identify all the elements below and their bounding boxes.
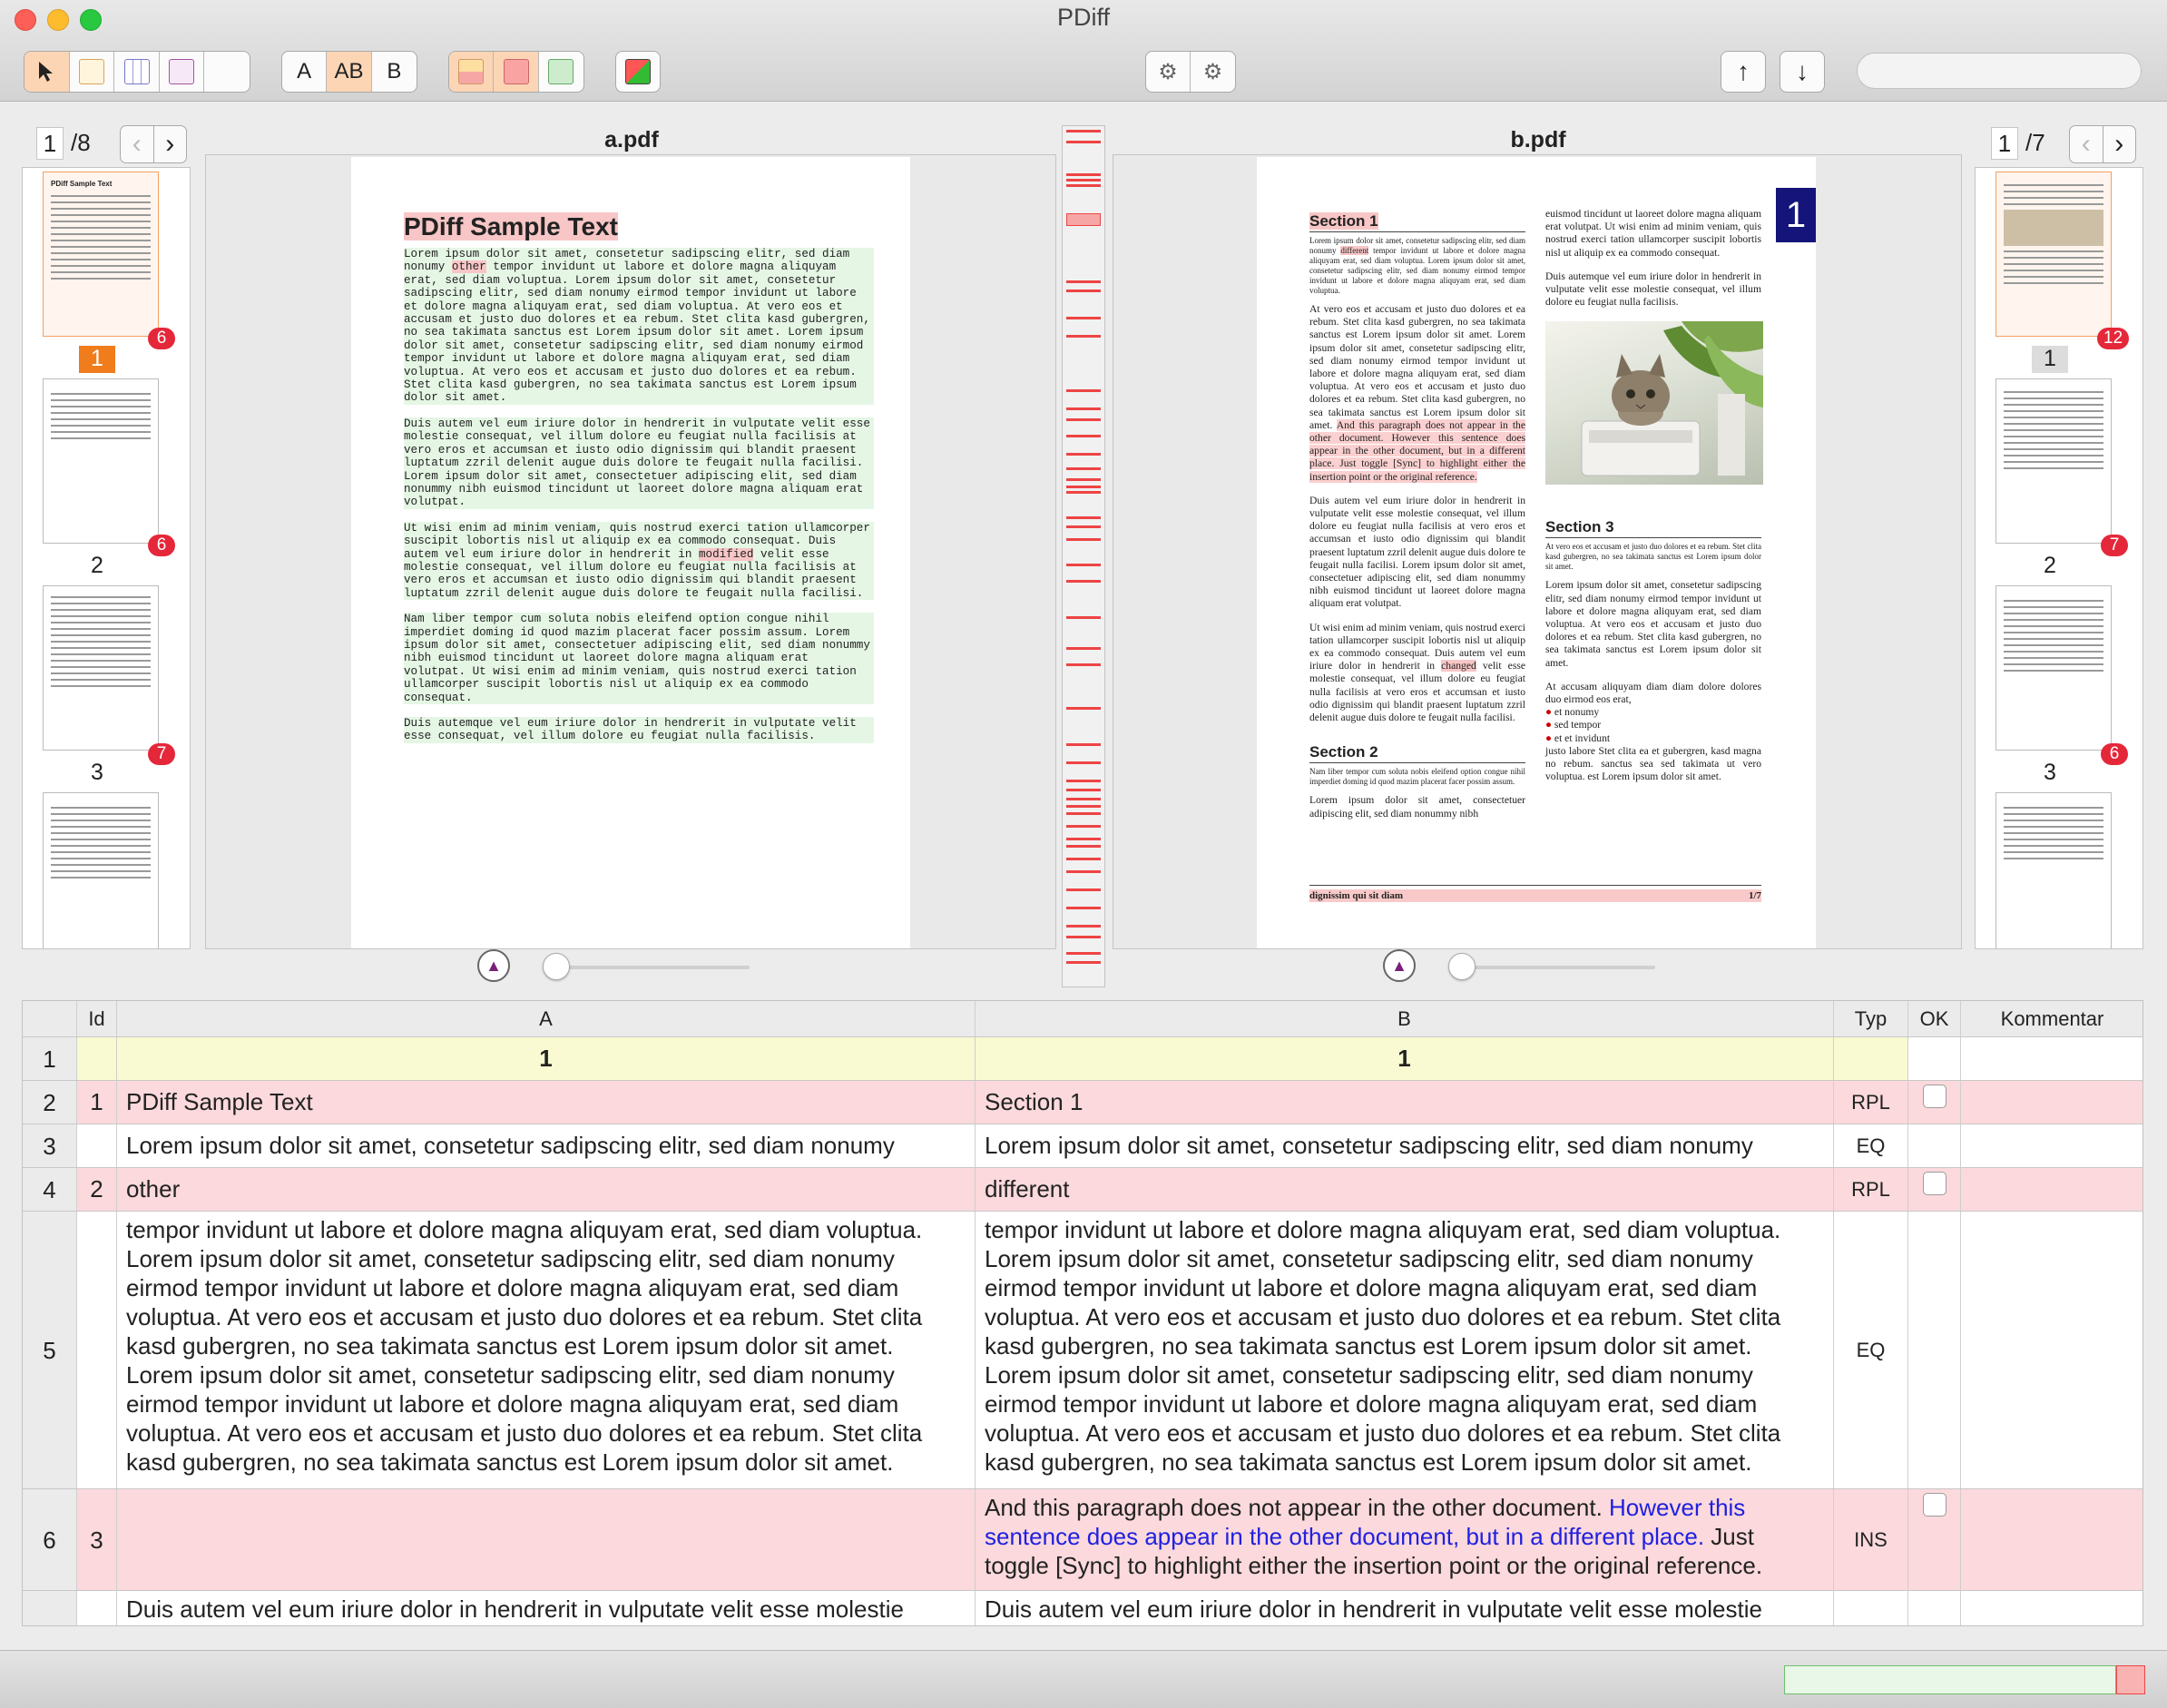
row-number: 4	[23, 1168, 77, 1211]
difference-marker[interactable]	[1066, 743, 1101, 746]
kitten-illustration	[1545, 321, 1763, 485]
cell-comment[interactable]	[1961, 1489, 2143, 1590]
difference-marker[interactable]	[1066, 616, 1101, 619]
cell-typ: EQ	[1834, 1124, 1908, 1167]
cell-a: PDiff Sample Text	[117, 1081, 976, 1124]
difference-marker[interactable]	[1066, 184, 1101, 187]
difference-marker[interactable]	[1066, 907, 1101, 909]
row-number	[23, 1591, 77, 1626]
left-thumb-3-diff-badge: 7	[148, 743, 175, 765]
cell-id: 2	[77, 1168, 117, 1211]
doc-b-col2-p2: Duis autemque vel eum iriure dolor in hendrerit in vulputate velit esse molestie consequat, vel illum dolore eu feugiat nulla facilisis.	[1545, 270, 1761, 309]
cell-a	[117, 1489, 976, 1590]
cell-ok	[1908, 1168, 1961, 1211]
arrow-down-icon: ↓	[1796, 57, 1809, 85]
mode-ab-button[interactable]: AB	[327, 52, 371, 92]
left-thumb-2-diff-badge: 6	[148, 535, 175, 556]
cell-ok	[1908, 1037, 1961, 1080]
difference-marker[interactable]	[1066, 389, 1101, 392]
right-sync-compass-icon[interactable]: ▲	[1383, 949, 1416, 982]
doc-a-paragraph-5: Duis autemque vel eum iriure dolor in hendrerit in vulputate velit esse consequat, vel illum dolore eu feugiat nulla facilisis.	[404, 717, 874, 743]
difference-marker[interactable]	[1066, 173, 1101, 176]
right-thumb-3-number: 3	[2044, 760, 2056, 785]
left-thumbnail-3[interactable]	[43, 585, 159, 751]
cell-ok	[1908, 1124, 1961, 1167]
right-zoom-slider-knob[interactable]	[1448, 953, 1476, 980]
difference-marker[interactable]	[1066, 838, 1101, 840]
difference-marker[interactable]	[1066, 491, 1101, 494]
ok-checkbox[interactable]	[1923, 1493, 1946, 1517]
difference-marker[interactable]	[1066, 213, 1101, 226]
mode-a-button[interactable]: A	[282, 52, 327, 92]
doc-b-column-1	[1309, 211, 1525, 820]
arrow-cursor-icon	[37, 61, 55, 83]
left-zoom-slider[interactable]	[544, 966, 750, 969]
difference-marker[interactable]	[1066, 525, 1101, 528]
difference-marker[interactable]	[1066, 952, 1101, 955]
split-icon	[458, 59, 484, 84]
right-thumb-3-diff-badge: 6	[2101, 743, 2128, 765]
doc-b-s1-p3: Duis autem vel eum iriure dolor in hendrerit in vulputate velit esse molestie consequat, vel illum dolore eu feugiat nulla facilisis at vero eros et accumsan et iusto odio dignissim qui blandit praesent luptatum zzril delenit augue duis dolore te feugait nulla facilisi. Lorem ipsum dolor sit amet, consectetuer adipiscing elit, sed diam nonummy nibh euismod tincidunt ut laoreet dolore magna aliquam erat volutpat.	[1309, 494, 1525, 610]
row-number: 2	[23, 1081, 77, 1124]
left-pdf-page	[351, 157, 910, 949]
doc-b-s3-p1: At vero eos et accusam et justo duo dolores et ea rebum. Stet clita kasd gubergren, no sea takimata sanctus est Lorem ipsum dolor sit amet.	[1545, 542, 1761, 572]
left-thumb-1-diff-badge: 6	[148, 328, 175, 349]
list-item: ● et nonumy	[1545, 706, 1600, 719]
doc-b-s3-p4: justo labore Stet clita ea et gubergren, kasd magna no rebum. sanctus sea sed takimata ut vero voluptua. est Lorem ipsum dolor sit amet.	[1545, 744, 1761, 783]
left-zoom-slider-knob[interactable]	[543, 953, 570, 980]
red-highlight-button[interactable]	[494, 52, 538, 92]
doc-a-paragraph-3: Ut wisi enim ad minim veniam, quis nostrud exerci tation ullamcorper suscipit lobortis nisl ut aliquip ex ea commodo consequat. Duis autem vel eum iriure dolor in hendrerit in modified velit esse molestie consequat, vel illum dolore eu feugiat nulla facilisis at vero eros et accumsan et iusto odio dignissim qui blandit praesent luptatum zzril delenit augue duis dolore te feugait nulla facilisi.	[404, 522, 874, 600]
right-thumb-1-number: 1	[2032, 346, 2068, 373]
overlay-icon	[625, 59, 651, 84]
toolbar	[0, 0, 2167, 102]
right-document-view[interactable]	[1113, 154, 1962, 949]
difference-marker[interactable]	[1066, 335, 1101, 338]
cell-b: Section 1	[976, 1081, 1834, 1124]
difference-marker[interactable]	[1066, 453, 1101, 456]
difference-marker[interactable]	[1066, 780, 1101, 782]
doc-b-s3-p3: At accusam aliquyam diam diam dolore dolores duo eirmod eos erat,	[1545, 680, 1761, 706]
table-row[interactable]	[23, 1591, 2143, 1626]
cell-id	[77, 1591, 117, 1626]
next-difference-button[interactable]	[1780, 52, 1824, 92]
left-page-nav	[120, 125, 187, 163]
doc-b-col2-p1: euismod tincidunt ut laoreet dolore magna aliquam erat volutpat. Ut wisi enim ad minim veniam, quis nostrud exerci tation ullamcorper suscipit lobortis nisl ut aliquip ex ea commodo consequat.	[1545, 208, 1761, 259]
cell-comment[interactable]	[1961, 1212, 2143, 1488]
gear-icon: ⚙	[1158, 59, 1178, 84]
cell-a: Duis autem vel eum iriure dolor in hendrerit in vulputate velit esse molestie	[117, 1591, 976, 1626]
left-sync-compass-icon[interactable]: ▲	[477, 949, 510, 982]
left-thumbnail-4[interactable]	[43, 792, 159, 949]
search-input[interactable]	[1857, 53, 2142, 89]
prev-diff-segment	[1721, 51, 1766, 93]
right-thumbnail-1[interactable]	[1995, 172, 2112, 337]
right-thumb-2-number: 2	[2044, 553, 2056, 578]
equal-ratio-bar	[1784, 1665, 2116, 1694]
cell-b: tempor invidunt ut labore et dolore magna aliquyam erat, sed diam voluptua. Lorem ipsum dolor sit amet, consetetur sadipscing elitr, sed diam nonumy eirmod tempor invidunt ut labore et dolore magna aliquyam erat, sed diam voluptua. At vero eos et accusam et justo duo dolores et ea rebum. Stet clita kasd gubergren, no sea takimata sanctus est Lorem ipsum dolor sit amet. Lorem ipsum dolor sit amet, consetetur sadipscing elitr, sed diam nonumy eirmod tempor invidunt ut labore et dolore magna aliquyam erat, sed diam voluptua. At vero eos et accusam et justo duo dolores et ea rebum. Stet clita kasd gubergren, no sea takimata sanctus est Lorem ipsum dolor sit amet.	[976, 1212, 1834, 1488]
difference-marker[interactable]	[1066, 845, 1101, 848]
ok-checkbox[interactable]	[1923, 1085, 1946, 1108]
previous-difference-button[interactable]	[1721, 52, 1765, 92]
right-next-page-chevron-icon[interactable]: ›	[2114, 129, 2124, 159]
difference-marker[interactable]	[1066, 825, 1101, 828]
doc-a-paragraph-1: Lorem ipsum dolor sit amet, consetetur sadipscing elitr, sed diam nonumy other tempor invidunt ut labore et dolore magna aliquyam erat, sed diam voluptua. Lorem ipsum dolor sit amet, consetetur sadipscing elitr, sed diam nonumy eirmod tempor invidunt ut labore et dolore magna aliquyam erat, sed diam voluptua. At vero eos et accusam et justo duo dolores et ea rebum. Stet clita kasd gubergren, no sea takimata sanctus est Lorem ipsum dolor sit amet. Lorem ipsum dolor sit amet, consetetur sadipscing elitr, sed diam nonumy eirmod tempor invidunt ut labore et dolore magna aliquyam erat, sed diam voluptua. At vero eos et accusam et justo duo dolores et ea rebum. Stet clita kasd gubergren, no sea takimata sanctus est Lorem ipsum dolor sit amet.	[404, 248, 874, 405]
right-thumbnail-2[interactable]	[1995, 378, 2112, 544]
difference-marker[interactable]	[1066, 130, 1101, 133]
cell-id: 1	[77, 1081, 117, 1124]
overlay-button[interactable]	[616, 52, 660, 92]
doc-b-footer	[1309, 885, 1761, 902]
right-thumb-1-diff-badge: 12	[2097, 328, 2129, 349]
doc-b-s3-p2: Lorem ipsum dolor sit amet, consetetur sadipscing elitr, sed diam nonumy eirmod tempor invidunt ut labore et dolore magna aliquyam erat, sed diam voluptua. At vero eos et accusam et justo duo dolores et ea rebum. Stet clita kasd gubergren, no sea takimata sanctus est Lorem ipsum dolor sit amet.	[1545, 579, 1761, 669]
cell-typ: EQ	[1834, 1212, 1908, 1488]
box-icon	[79, 59, 104, 84]
right-thumb-2-diff-badge: 7	[2101, 535, 2128, 556]
doc-b-section-2-heading: Section 2	[1309, 742, 1525, 763]
right-pdf-page	[1257, 157, 1816, 949]
cell-typ: INS	[1834, 1489, 1908, 1590]
doc-b-s1-p2: At vero eos et accusam et justo duo dolores et ea rebum. Stet clita kasd gubergren, no sea takimata sanctus est Lorem ipsum dolor sit amet. Lorem ipsum dolor sit amet, consetetur sadipscing elitr, sed diam nonumy eirmod tempor invidunt ut labore et dolore magna aliquyam erat, sed diam voluptua. At vero eos et accusam et justo duo dolores et ea rebum. Stet clita kasd gubergren, no sea takimata sanctus est Lorem ipsum dolor sit amet. And this paragraph does not appear in the other document. However this sentence does appear in the other document, but in a different place. Just toggle [Sync] to highlight either the insertion point or the original reference.	[1309, 303, 1525, 483]
difference-marker[interactable]	[1066, 812, 1101, 815]
cell-ok	[1908, 1591, 1961, 1626]
cell-a: 1	[117, 1037, 976, 1080]
list-item: ● et et invidunt	[1545, 731, 1611, 744]
difference-marker[interactable]	[1066, 418, 1101, 421]
right-page-total: /7	[2025, 129, 2045, 156]
doc-b-section-3-heading: Section 3	[1545, 517, 1761, 538]
difference-marker[interactable]	[1066, 179, 1101, 182]
settings-button[interactable]	[1146, 52, 1191, 92]
kitten-photo	[1545, 321, 1763, 485]
next-diff-segment	[1780, 51, 1825, 93]
difference-marker[interactable]	[1066, 280, 1101, 283]
difference-marker[interactable]	[1066, 761, 1101, 764]
difference-marker[interactable]	[1066, 141, 1101, 143]
cell-ok	[1908, 1489, 1961, 1590]
table-row[interactable]	[23, 1489, 2143, 1591]
left-thumbnail-1[interactable]: PDiff Sample Text	[43, 172, 159, 337]
box-tool-button[interactable]	[70, 52, 115, 92]
table-header-rownum	[23, 1001, 77, 1037]
arrow-up-icon: ↑	[1737, 57, 1750, 85]
table-header-typ[interactable]: Typ	[1834, 1001, 1908, 1037]
cell-comment[interactable]	[1961, 1124, 2143, 1167]
difference-marker[interactable]	[1066, 516, 1101, 519]
cell-ok	[1908, 1081, 1961, 1124]
red-box-icon	[504, 59, 529, 84]
cell-typ	[1834, 1591, 1908, 1626]
right-thumbnail-4[interactable]	[1995, 792, 2112, 949]
difference-table	[22, 1000, 2143, 1626]
cell-b: Duis autem vel eum iriure dolor in hendrerit in vulputate velit esse molestie	[976, 1591, 1834, 1626]
gears-icon: ⚙	[1202, 59, 1223, 84]
row-number: 5	[23, 1212, 77, 1488]
cell-comment[interactable]	[1961, 1168, 2143, 1211]
cell-typ: RPL	[1834, 1168, 1908, 1211]
table-row[interactable]	[23, 1081, 2143, 1124]
cell-typ	[1834, 1037, 1908, 1080]
highlight-segment	[448, 51, 584, 93]
compare-mode-segment	[281, 51, 417, 93]
section-number-tab: 1	[1776, 188, 1816, 242]
cell-a: other	[117, 1168, 976, 1211]
green-highlight-button[interactable]	[539, 52, 583, 92]
purple-box-icon	[169, 59, 194, 84]
doc-a-heading: PDiff Sample Text	[404, 212, 618, 240]
right-thumbnail-3[interactable]	[1995, 585, 2112, 751]
left-filename: a.pdf	[604, 127, 659, 152]
overlay-segment	[615, 51, 661, 93]
difference-marker[interactable]	[1066, 805, 1101, 808]
cell-b: And this paragraph does not appear in the other document. However this sentence does appear in the other document, but in a different place. Just toggle [Sync] to highlight either the insertion point or the original reference.	[976, 1489, 1834, 1590]
doc-b-section-1-heading: Section 1	[1309, 212, 1378, 230]
row-number: 6	[23, 1489, 77, 1590]
difference-marker[interactable]	[1066, 925, 1101, 928]
purple-box-tool-button[interactable]	[160, 52, 205, 92]
cell-a: Lorem ipsum dolor sit amet, consetetur sadipscing elitr, sed diam nonumy	[117, 1124, 976, 1167]
diff-ratio-bar	[2116, 1665, 2145, 1694]
table-row[interactable]	[23, 1037, 2143, 1081]
left-thumbnail-2[interactable]	[43, 378, 159, 544]
difference-marker[interactable]	[1066, 936, 1101, 938]
difference-marker[interactable]	[1066, 888, 1101, 891]
cell-b: 1	[976, 1037, 1834, 1080]
doc-b-footer-page: 1/7	[1748, 890, 1761, 901]
cell-comment[interactable]	[1961, 1037, 2143, 1080]
right-page-number-input[interactable]: 1	[1991, 127, 2018, 160]
doc-b-column-2	[1545, 208, 1761, 783]
doc-b-s2-p1: Nam liber tempor cum soluta nobis eleifend option congue nihil imperdiet doming id quod mazim placerat facer possim assum.	[1309, 767, 1525, 787]
pointer-tool-button[interactable]	[25, 52, 70, 92]
left-next-page-chevron-icon[interactable]: ›	[165, 129, 175, 159]
cell-b: different	[976, 1168, 1834, 1211]
left-prev-page-chevron-icon[interactable]: ‹	[121, 126, 154, 162]
doc-b-footer-left: dignissim qui sit diam	[1309, 890, 1404, 901]
right-filename: b.pdf	[1510, 127, 1566, 152]
difference-marker[interactable]	[1066, 435, 1101, 437]
difference-marker[interactable]	[1066, 538, 1101, 541]
difference-marker[interactable]	[1066, 407, 1101, 410]
split-highlight-button[interactable]	[449, 52, 494, 92]
grid-icon	[124, 59, 150, 84]
left-document-view[interactable]	[205, 154, 1056, 949]
grid-tool-button[interactable]	[114, 52, 160, 92]
table-row[interactable]	[23, 1212, 2143, 1489]
cell-comment[interactable]	[1961, 1081, 2143, 1124]
right-prev-page-chevron-icon[interactable]: ‹	[2070, 126, 2103, 162]
cell-id	[77, 1037, 117, 1080]
difference-marker[interactable]	[1066, 789, 1101, 791]
row-number: 3	[23, 1124, 77, 1167]
cell-a: tempor invidunt ut labore et dolore magna aliquyam erat, sed diam voluptua. Lorem ipsum dolor sit amet, consetetur sadipscing elitr, sed diam nonumy eirmod tempor invidunt ut labore et dolore magna aliquyam erat, sed diam voluptua. At vero eos et accusam et justo duo dolores et ea rebum. Stet clita kasd gubergren, no sea takimata sanctus est Lorem ipsum dolor sit amet. Lorem ipsum dolor sit amet, consetetur sadipscing elitr, sed diam nonumy eirmod tempor invidunt ut labore et dolore magna aliquyam erat, sed diam voluptua. At vero eos et accusam et justo duo dolores et ea rebum. Stet clita kasd gubergren, no sea takimata sanctus est Lorem ipsum dolor sit amet.	[117, 1212, 976, 1488]
difference-marker[interactable]	[1066, 663, 1101, 666]
table-header-b[interactable]: B	[976, 1001, 1834, 1037]
green-box-icon	[548, 59, 574, 84]
cell-b: Lorem ipsum dolor sit amet, consetetur sadipscing elitr, sed diam nonumy	[976, 1124, 1834, 1167]
difference-marker[interactable]	[1066, 290, 1101, 292]
left-thumb-2-number: 2	[91, 553, 103, 578]
cell-ok	[1908, 1212, 1961, 1488]
cell-typ: RPL	[1834, 1081, 1908, 1124]
row-number: 1	[23, 1037, 77, 1080]
difference-marker[interactable]	[1066, 707, 1101, 710]
right-page-nav	[2069, 125, 2136, 163]
difference-marker[interactable]	[1066, 870, 1101, 873]
ok-checkbox[interactable]	[1923, 1172, 1946, 1195]
doc-b-s2-p2: Lorem ipsum dolor sit amet, consectetuer adipiscing elit, sed diam nonummy nibh	[1309, 794, 1525, 820]
cell-comment[interactable]	[1961, 1591, 2143, 1626]
cell-id	[77, 1212, 117, 1488]
difference-marker[interactable]	[1066, 580, 1101, 583]
table-header-id[interactable]: Id	[77, 1001, 117, 1037]
advanced-settings-button[interactable]	[1191, 52, 1235, 92]
cell-id	[77, 1124, 117, 1167]
difference-marker[interactable]	[1066, 564, 1101, 566]
left-thumb-3-number: 3	[91, 760, 103, 785]
right-zoom-slider[interactable]	[1450, 966, 1655, 969]
left-page-total: /8	[71, 129, 91, 156]
empty-tool-button[interactable]	[204, 52, 250, 92]
doc-b-bullet-list	[1545, 706, 1761, 745]
difference-marker[interactable]	[1066, 647, 1101, 650]
left-thumbnail-panel	[22, 167, 191, 949]
difference-marker[interactable]	[1066, 478, 1101, 481]
difference-marker[interactable]	[1066, 467, 1101, 470]
mode-b-button[interactable]: B	[387, 59, 402, 83]
difference-overview-strip[interactable]	[1062, 125, 1105, 987]
difference-marker[interactable]	[1066, 317, 1101, 319]
list-item: ● sed tempor	[1545, 719, 1602, 731]
difference-marker[interactable]	[1066, 961, 1101, 964]
table-row[interactable]	[23, 1168, 2143, 1212]
table-row[interactable]	[23, 1124, 2143, 1168]
status-bar	[0, 1650, 2167, 1708]
table-header-comment[interactable]: Kommentar	[1961, 1001, 2143, 1037]
left-page-number-input[interactable]: 1	[36, 127, 64, 160]
left-thumb-1-number: 1	[79, 346, 115, 373]
settings-segment	[1145, 51, 1236, 93]
difference-marker[interactable]	[1066, 486, 1101, 488]
table-header-a[interactable]: A	[117, 1001, 976, 1037]
doc-b-s1-p4: Ut wisi enim ad minim veniam, quis nostrud exerci tation ullamcorper suscipit lobortis nisl ut aliquip ex ea commodo consequat. Duis autem vel eum iriure dolor in hendrerit in changed velit esse molestie consequat, vel illum dolore eu feugiat nulla facilisis at vero eros et accumsan et iusto odio dignissim qui blandit praesent luptatum zzril delenit augue duis dolore te feugait nulla facilisi.	[1309, 621, 1525, 724]
difference-marker[interactable]	[1066, 798, 1101, 800]
window-title: PDiff	[1056, 4, 1111, 31]
right-thumbnail-panel	[1975, 167, 2143, 949]
doc-b-s1-p1: Lorem ipsum dolor sit amet, consetetur sadipscing elitr, sed diam nonumy different tempor invidunt ut labore et dolore magna aliquyam erat, sed diam voluptua. Lorem ipsum dolor sit amet, consetetur sadipscing elitr, sed diam nonumy eirmod tempor invidunt ut labore et dolore magna aliquyam erat, sed diam voluptua.	[1309, 236, 1525, 295]
doc-a-paragraph-2: Duis autem vel eum iriure dolor in hendrerit in vulputate velit esse molestie consequat, vel illum dolore eu feugiat nulla facilisis at vero eros et accumsan et iusto odio dignissim qui blandit praesent luptatum zzril delenit augue duis dolore te feugait nulla facilisi. Lorem ipsum dolor sit amet, consectetuer adipiscing elit, sed diam nonummy nibh euismod tincidunt ut laoreet dolore magna aliquam erat volutpat.	[404, 417, 874, 509]
cell-id: 3	[77, 1489, 117, 1590]
doc-a-paragraph-4: Nam liber tempor cum soluta nobis eleifend option congue nihil imperdiet doming id quod mazim placerat facer possim assum. Lorem ipsum dolor sit amet, consectetuer adipiscing elit, sed diam nonummy nibh euismod tincidunt ut laoreet dolore magna aliquam erat volutpat. Ut wisi enim ad minim veniam, quis nostrud exerci tation ullamcorper suscipit lobortis nisl ut aliquip ex ea commodo consequat.	[404, 613, 874, 704]
tool-segment	[24, 51, 250, 93]
difference-marker[interactable]	[1066, 858, 1101, 860]
table-header-ok[interactable]: OK	[1908, 1001, 1961, 1037]
